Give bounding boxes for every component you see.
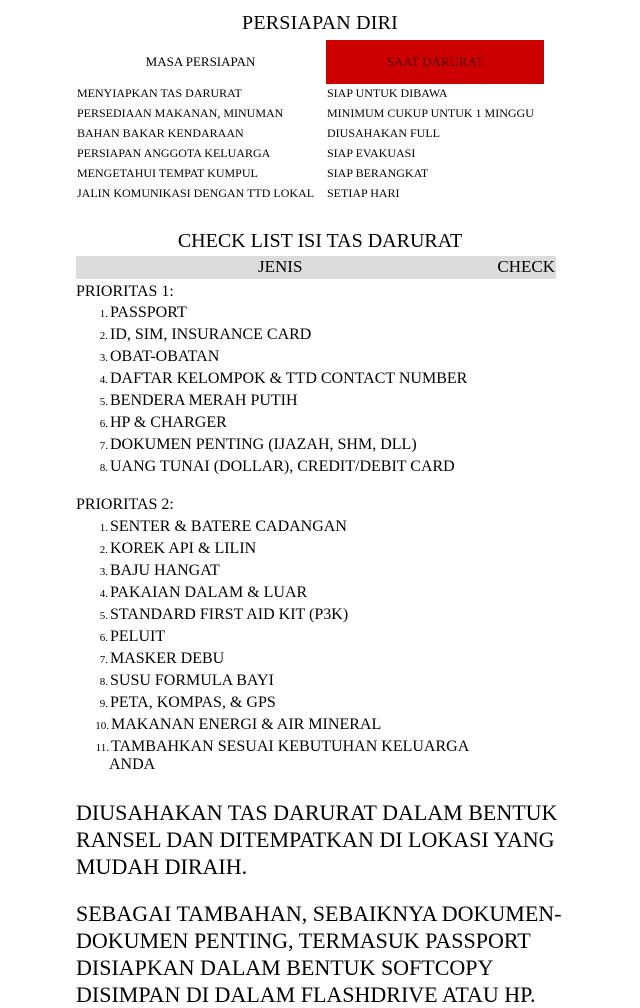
- item-text: DOKUMEN PENTING (IJAZAH, SHM, DLL): [110, 436, 417, 453]
- prep-row-status: SETIAP HARI: [327, 186, 400, 200]
- item-text: OBAT-OBATAN: [110, 348, 220, 365]
- list-item: [76, 628, 165, 646]
- item-number: 2.: [99, 544, 108, 556]
- item-text: SUSU FORMULA BAYI: [110, 672, 274, 689]
- item-text: PAKAIAN DALAM & LUAR: [110, 584, 308, 601]
- item-text: HP & CHARGER: [110, 414, 227, 431]
- item-number: 9.: [99, 698, 108, 710]
- prep-row-label: MENGETAHUI TEMPAT KUMPUL: [77, 166, 258, 180]
- item-number: 8.: [99, 676, 108, 688]
- list-item: [76, 458, 455, 476]
- list-item: [76, 562, 220, 580]
- item-text: SENTER & BATERE CADANGAN: [110, 518, 347, 535]
- prep-row-label: PERSIAPAN ANGGOTA KELUARGA: [77, 146, 271, 160]
- item-text-continued: ANDA: [109, 756, 156, 773]
- list-item: [76, 540, 256, 558]
- list-item: [76, 370, 467, 388]
- checklist-header: [76, 256, 556, 279]
- page-title: PERSIAPAN DIRI: [242, 12, 398, 34]
- prep-row: [0, 86, 640, 106]
- item-number: 1.: [99, 522, 108, 534]
- item-number: 7.: [99, 440, 108, 452]
- prep-row-status: SIAP EVAKUASI: [327, 146, 416, 160]
- item-number: 4.: [99, 374, 108, 386]
- list-item: [76, 304, 187, 322]
- list-item: [76, 584, 307, 602]
- prep-row-status: SIAP BERANGKAT: [327, 166, 429, 180]
- prep-row-label: JALIN KOMUNIKASI DENGAN TTD LOKAL: [77, 186, 315, 200]
- item-number: 5.: [99, 610, 108, 622]
- item-text: DAFTAR KELOMPOK & TTD CONTACT NUMBER: [110, 370, 468, 387]
- item-text: BENDERA MERAH PUTIH: [110, 392, 298, 409]
- item-text: BAJU HANGAT: [110, 562, 220, 579]
- item-number: 7.: [99, 654, 108, 666]
- item-number: 4.: [99, 588, 108, 600]
- item-text: TAMBAHKAN SESUAI KEBUTUHAN KELUARGA: [111, 738, 470, 755]
- tab-masa-persiapan: MASA PERSIAPAN: [145, 54, 256, 69]
- item-number: 5.: [99, 396, 108, 408]
- item-number: 3.: [99, 352, 108, 364]
- item-text: ID, SIM, INSURANCE CARD: [110, 326, 312, 343]
- prep-row-status: MINIMUM CUKUP UNTUK 1 MINGGU: [327, 106, 534, 120]
- item-number: 1.: [99, 308, 108, 320]
- item-text: PASSPORT: [110, 304, 187, 321]
- item-number: 3.: [99, 566, 108, 578]
- item-text: PETA, KOMPAS, & GPS: [110, 694, 276, 711]
- item-text: PELUIT: [110, 628, 166, 645]
- item-text: KOREK API & LILIN: [110, 540, 257, 557]
- list-item: [76, 694, 276, 712]
- item-number: 10.: [95, 720, 109, 732]
- column-header-jenis: JENIS: [258, 257, 303, 276]
- prep-row-label: MENYIAPKAN TAS DARURAT: [77, 86, 242, 100]
- list-item: [76, 716, 381, 734]
- checklist-title: CHECK LIST ISI TAS DARURAT: [177, 230, 463, 252]
- item-text: STANDARD FIRST AID KIT (P3K): [110, 606, 349, 623]
- item-text: MASKER DEBU: [110, 650, 225, 667]
- list-item: [76, 348, 219, 366]
- tab-saat-darurat: SAAT DARURAT: [326, 40, 544, 84]
- prep-row-status: DIUSAHAKAN FULL: [327, 126, 440, 140]
- list-item: [76, 436, 417, 454]
- prep-row: [0, 106, 640, 126]
- list-item: [76, 672, 274, 690]
- note-paragraph: DIUSAHAKAN TAS DARURAT DALAM BENTUK RANSEL DAN DITEMPATKAN DI LOKASI YANG MUDAH DIRAIH.: [76, 800, 558, 879]
- item-number: 6.: [99, 632, 108, 644]
- item-number: 8.: [99, 462, 108, 474]
- prep-row: [0, 166, 640, 186]
- prep-row: [0, 146, 640, 166]
- list-item: [76, 326, 311, 344]
- item-number: 2.: [99, 330, 108, 342]
- list-item: [76, 738, 469, 774]
- priority-2-label: PRIORITAS 2:: [76, 496, 174, 513]
- prep-row-label: BAHAN BAKAR KENDARAAN: [77, 126, 244, 140]
- list-item: [76, 606, 348, 624]
- list-item: [76, 650, 224, 668]
- list-item: [76, 414, 227, 432]
- note-paragraph: SEBAGAI TAMBAHAN, SEBAIKNYA DOKUMEN-DOKUMEN PENTING, TERMASUK PASSPORT DISIAPKAN DALAM BENTUK SOFTCOPY DISIMPAN DI DALAM FLASHDRIVE ATAU HP.: [76, 901, 562, 1007]
- item-text: UANG TUNAI (DOLLAR), CREDIT/DEBIT CARD: [110, 458, 455, 475]
- prep-row-status: SIAP UNTUK DIBAWA: [327, 86, 448, 100]
- list-item: [76, 392, 298, 410]
- item-number: 11.: [95, 742, 109, 754]
- prep-row: [0, 126, 640, 146]
- item-text: MAKANAN ENERGI & AIR MINERAL: [111, 716, 382, 733]
- priority-1-label: PRIORITAS 1:: [76, 283, 174, 300]
- list-item: [76, 518, 347, 536]
- prep-row-label: PERSEDIAAN MAKANAN, MINUMAN: [77, 106, 284, 120]
- item-number: 6.: [99, 418, 108, 430]
- column-header-check: CHECK: [497, 257, 555, 276]
- prep-row: [0, 186, 640, 206]
